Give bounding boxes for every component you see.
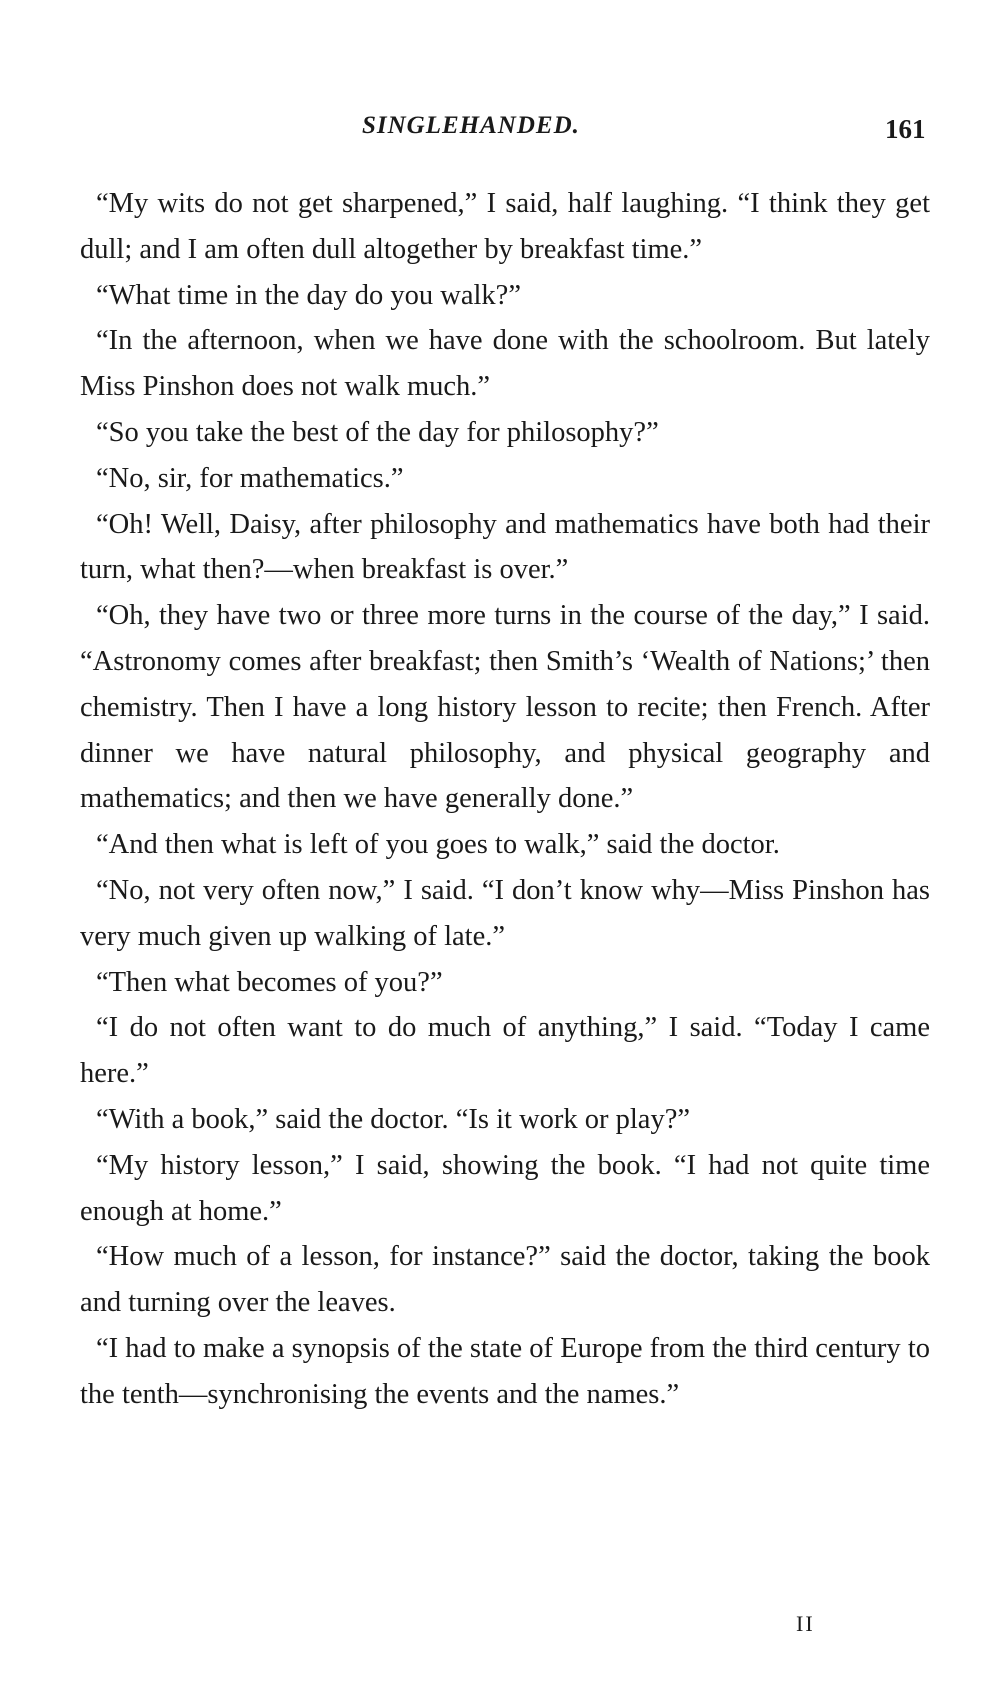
signature-mark: II bbox=[796, 1611, 815, 1636]
paragraph: “I had to make a synopsis of the state of Europe from the third century to the tenth—synchronising the events and the names.” bbox=[80, 1332, 930, 1410]
paragraph: “Then what becomes of you?” bbox=[96, 966, 443, 998]
paragraph: “And then what is left of you goes to walk,” said the doctor. bbox=[96, 829, 780, 861]
paragraph: “In the afternoon, when we have done with the schoolroom. But lately Miss Pinshon does not walk much.” bbox=[80, 325, 930, 403]
paragraph: “No, sir, for mathematics.” bbox=[96, 462, 404, 494]
body-text bbox=[80, 181, 930, 1418]
paragraph: “My wits do not get sharpened,” I said, half laughing. “I think they get dull; and I am often dull altogether by breakfast time.” bbox=[80, 188, 930, 265]
paragraph: “What time in the day do you walk?” bbox=[96, 279, 521, 311]
running-head bbox=[0, 112, 1000, 152]
running-title: SINGLEHANDED. bbox=[362, 112, 580, 139]
paragraph: “No, not very often now,” I said. “I don’t know why—Miss Pinshon has very much given up walking of late.” bbox=[80, 874, 930, 952]
paragraph: “I do not often want to do much of anything,” I said. “Today I came here.” bbox=[80, 1012, 930, 1090]
paragraph: “So you take the best of the day for philosophy?” bbox=[96, 416, 659, 448]
paragraph: “Oh, they have two or three more turns in the course of the day,” I said. “Astronomy comes after breakfast; then Smith’s ‘Wealth of Nations;’ then chemistry. Then I have a long history lesson to recite; then French. After dinner we have natural philosophy, and physical geography and mathematics; and then we have generally done.” bbox=[80, 600, 930, 815]
page-number: 161 bbox=[885, 114, 926, 144]
paragraph: “How much of a lesson, for instance?” said the doctor, taking the book and turning over the leaves. bbox=[80, 1241, 930, 1319]
paragraph: “With a book,” said the doctor. “Is it work or play?” bbox=[96, 1103, 691, 1135]
paragraph: “Oh! Well, Daisy, after philosophy and mathematics have both had their turn, what then?—when breakfast is over.” bbox=[80, 508, 930, 586]
paragraph: “My history lesson,” I said, showing the book. “I had not quite time enough at home.” bbox=[80, 1149, 930, 1227]
